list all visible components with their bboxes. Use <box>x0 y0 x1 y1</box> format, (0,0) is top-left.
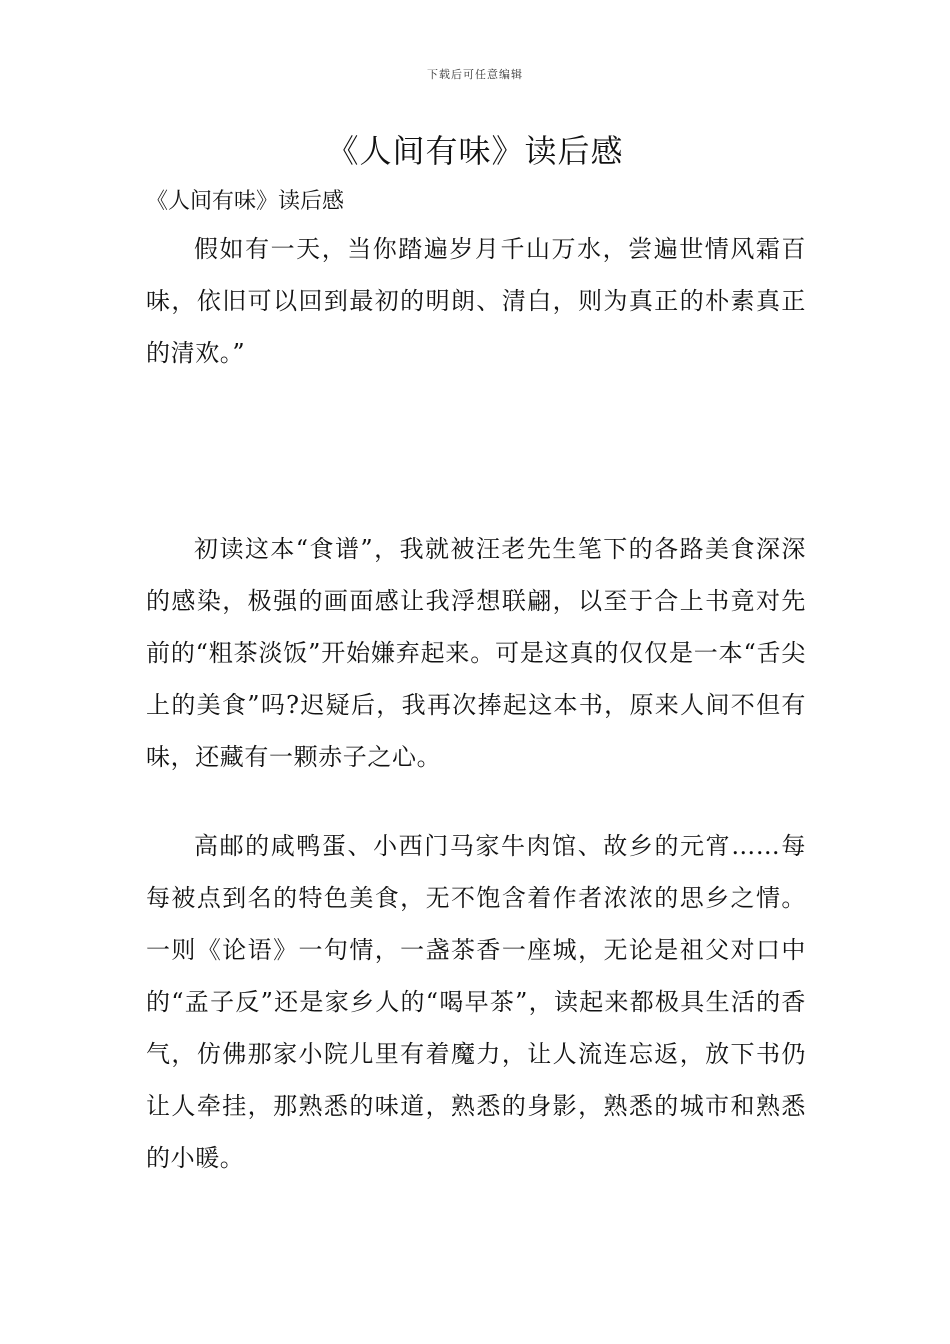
header-note: 下载后可任意编辑 <box>427 68 523 81</box>
paragraph-3: 高邮的咸鸭蛋、小西门马家牛肉馆、故乡的元宵……每每被点到名的特色美食，无不饱含着作者浓浓的思乡之情。一则《论语》一句情，一盏茶香一座城，无论是祖父对口中的“孟子反”还是家乡人的“喝早茶”，读起来都极具生活的香气，仿佛那家小院儿里有着魔力，让人流连忘返，放下书仍让人牵挂，那熟悉的味道，熟悉的身影，熟悉的城市和熟悉的小暖。 <box>146 832 806 1172</box>
paragraph-1: 假如有一天，当你踏遍岁月千山万水，尝遍世情风霜百味，依旧可以回到最初的明朗、清白，则为真正的朴素真正的清欢。” <box>146 235 806 367</box>
subtitle: 《人间有味》读后感 <box>146 189 345 214</box>
page-title: 《人间有味》读后感 <box>326 132 624 170</box>
paragraph-2: 初读这本“食谱”，我就被汪老先生笔下的各路美食深深的感染，极强的画面感让我浮想联翩，以至于合上书竟对先前的“粗茶淡饭”开始嫌弃起来。可是这真的仅仅是一本“舌尖上的美食”吗?迟疑后，我再次捧起这本书，原来人间不但有味，还藏有一颗赤子之心。 <box>146 535 806 771</box>
